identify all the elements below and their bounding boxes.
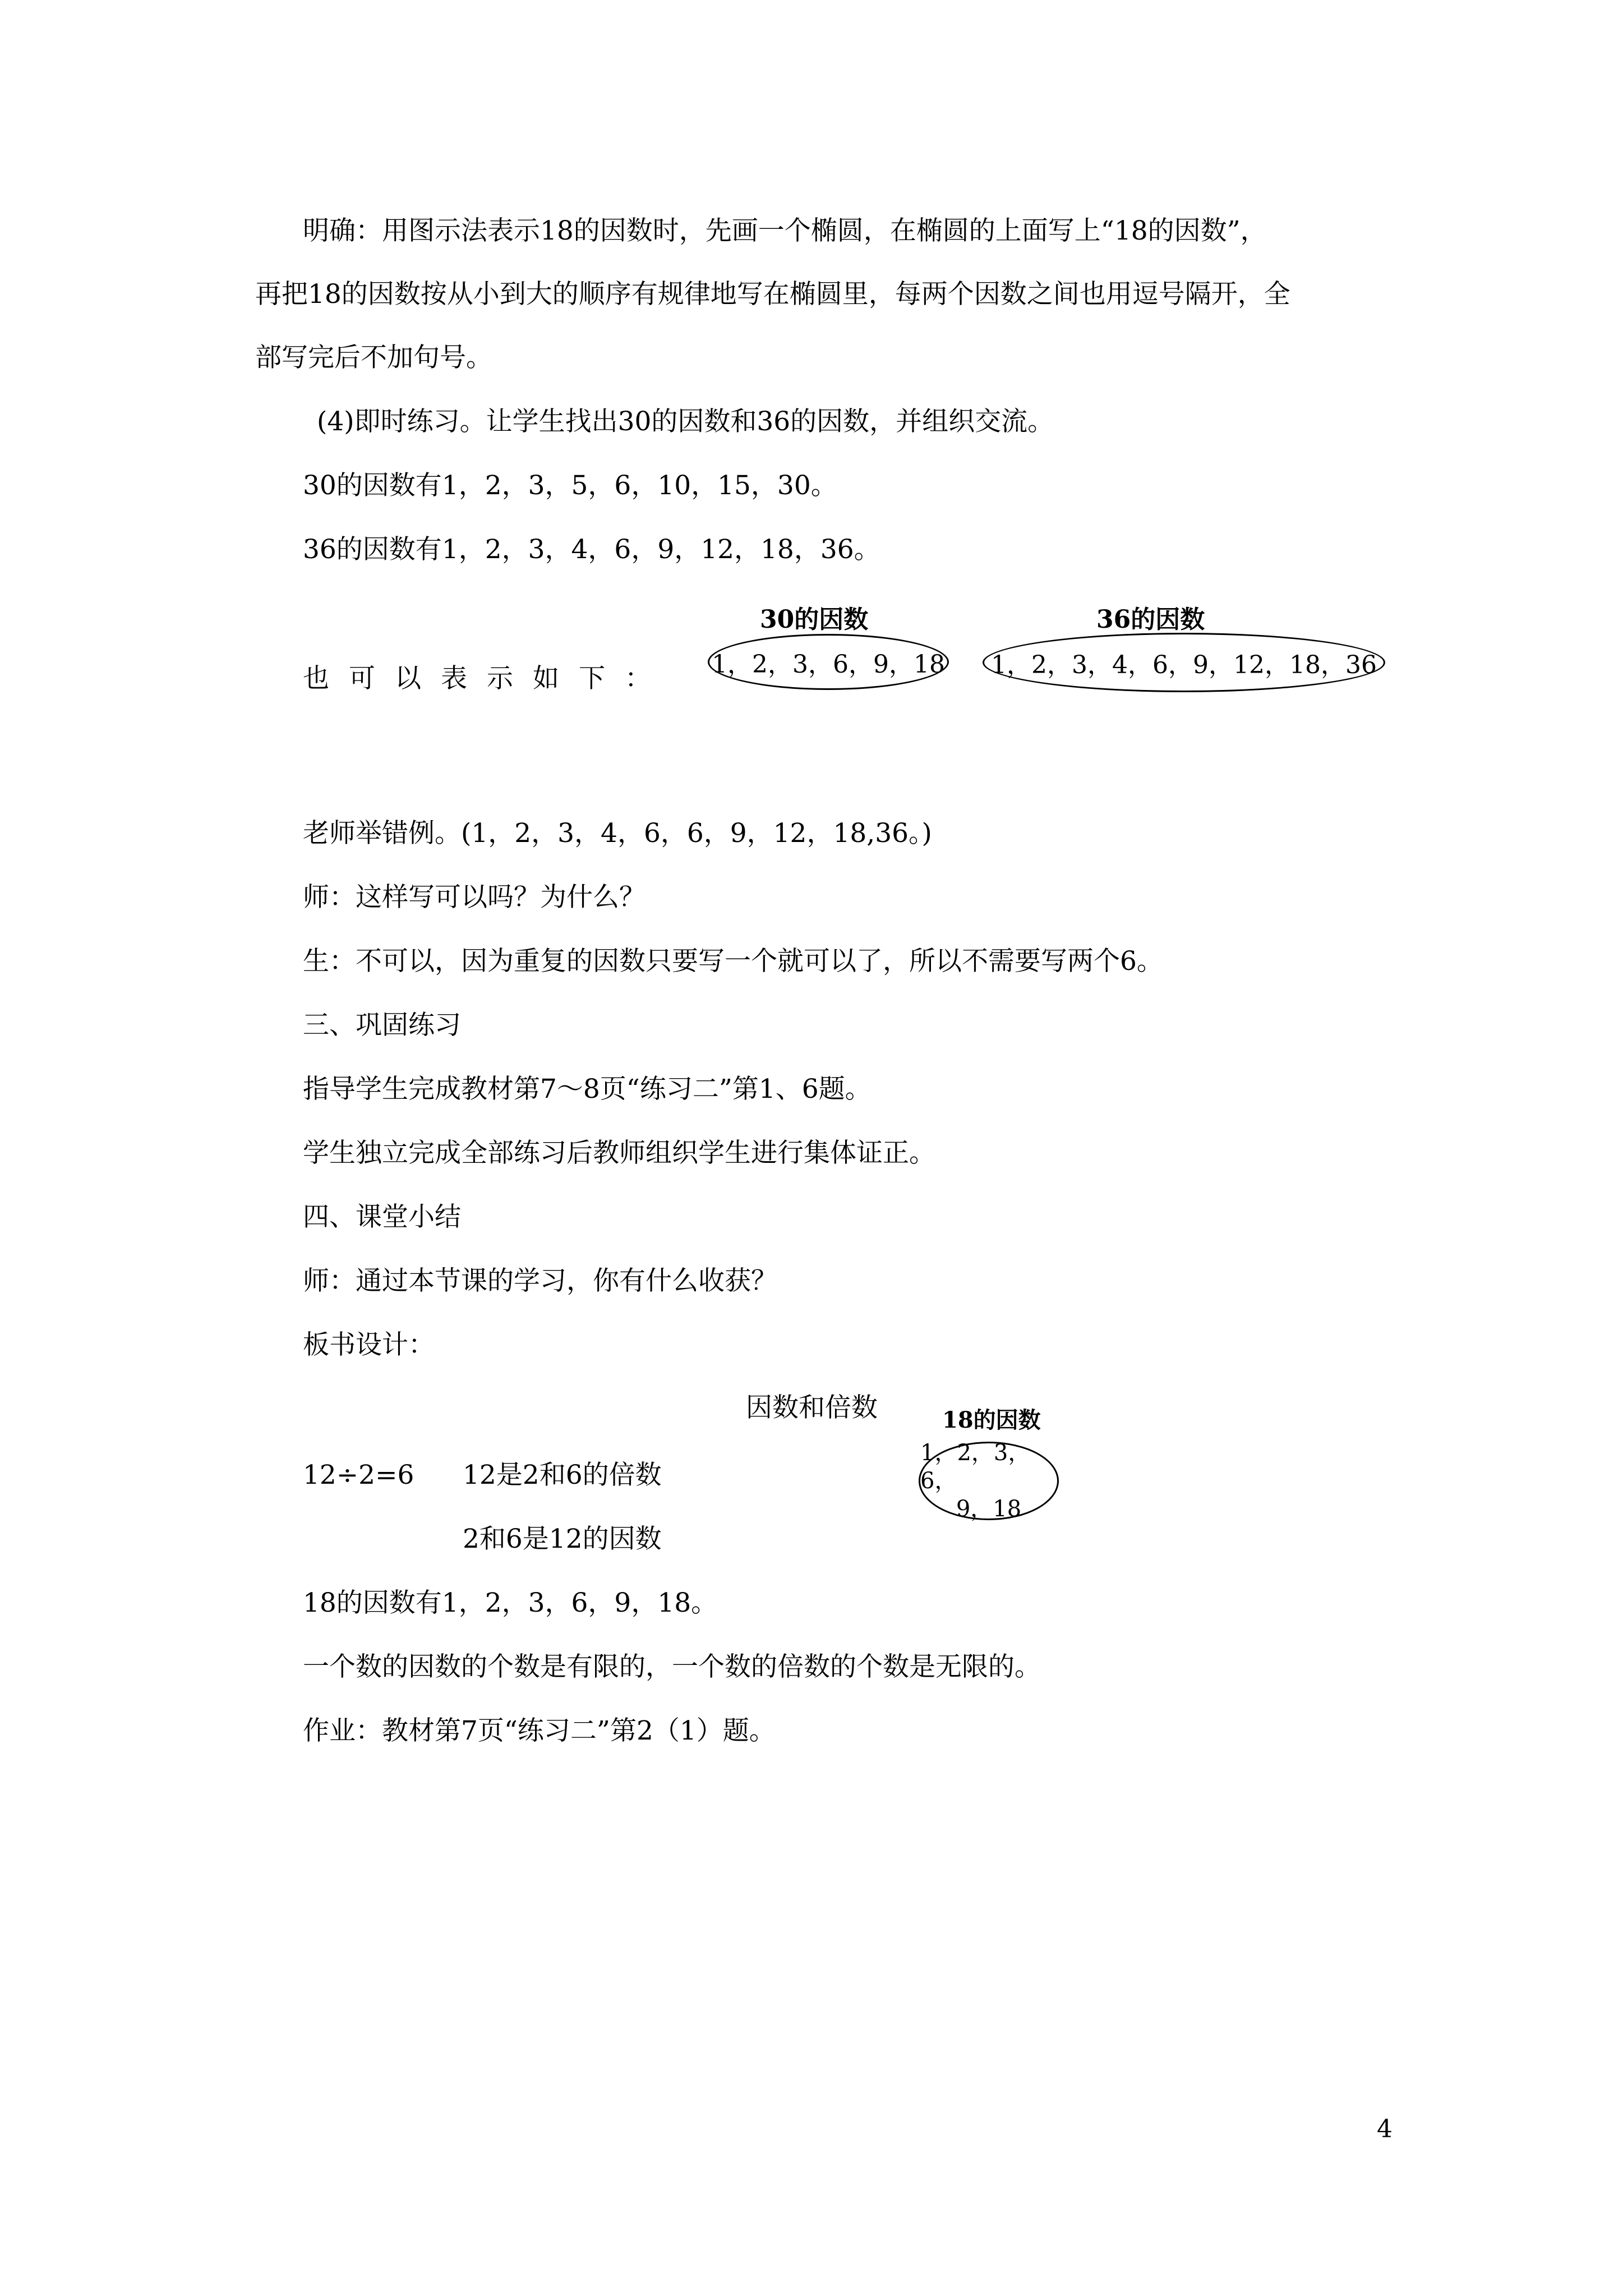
board-title: 因数和倍数 [746, 1392, 878, 1423]
conclusion: 一个数的因数的个数是有限的，一个数的倍数的个数是无限的。 [303, 1651, 1041, 1682]
board-factor-statement: 2和6是12的因数 [463, 1524, 662, 1554]
section-3-heading: 三、巩固练习 [303, 1010, 461, 1041]
ellipse-36-factors: 1，2，3，4，6，9，12，18，36 [983, 633, 1385, 692]
factors-of-36: 36的因数有1，2，3，4，6，9，12，18，36。 [303, 534, 880, 565]
independent-exercise: 学生独立完成全部练习后教师组织学生进行集体证正。 [303, 1138, 935, 1168]
student-answer: 生：不可以，因为重复的因数只要写一个就可以了，所以不需要写两个6。 [303, 946, 1163, 977]
board-equation: 12÷2=6 [303, 1460, 414, 1490]
page-number: 4 [1377, 2115, 1393, 2143]
section-4-heading: 四、课堂小结 [303, 1202, 461, 1232]
paragraph-explanation-1: 明确：用图示法表示18的因数时，先画一个椭圆，在椭圆的上面写上“18的因数”， [303, 215, 1267, 246]
board-ellipse-line-2: 9，18 [956, 1496, 1022, 1522]
ellipse-30-label: 30的因数 [760, 605, 869, 634]
paragraph-explanation-3: 部写完后不加句号。 [255, 342, 492, 373]
display-intro: 也 可 以 表 示 如 下 ： [303, 663, 651, 694]
factors-of-18: 18的因数有1，2，3，6，9，18。 [303, 1588, 718, 1618]
ellipse-36-label: 36的因数 [1096, 605, 1205, 634]
paragraph-practice: (4)即时练习。让学生找出30的因数和36的因数，并组织交流。 [317, 406, 1054, 437]
board-ellipse-label: 18的因数 [942, 1407, 1041, 1433]
teacher-question: 师：这样写可以吗？为什么？ [303, 882, 645, 913]
board-design-heading: 板书设计： [303, 1329, 435, 1360]
ellipse-30-factors: 1，2，3，6，9，18 [708, 634, 949, 690]
homework: 作业：教材第7页“练习二”第2（1）题。 [303, 1715, 776, 1746]
summary-question: 师：通过本节课的学习，你有什么收获？ [303, 1266, 777, 1296]
wrong-example: 老师举错例。(1，2，3，4，6，6，9，12，18,36。) [303, 818, 932, 849]
factors-of-30: 30的因数有1，2，3，5，6，10，15，30。 [303, 470, 837, 501]
board-multiple-statement: 12是2和6的倍数 [463, 1460, 662, 1490]
guide-exercise: 指导学生完成教材第7～8页“练习二”第1、6题。 [303, 1074, 872, 1105]
board-ellipse-line-1: 1，2，3，6， [920, 1440, 1031, 1494]
paragraph-explanation-2: 再把18的因数按从小到大的顺序有规律地写在椭圆里，每两个因数之间也用逗号隔开，全 [255, 279, 1290, 310]
board-ellipse-18-factors [919, 1442, 1059, 1520]
